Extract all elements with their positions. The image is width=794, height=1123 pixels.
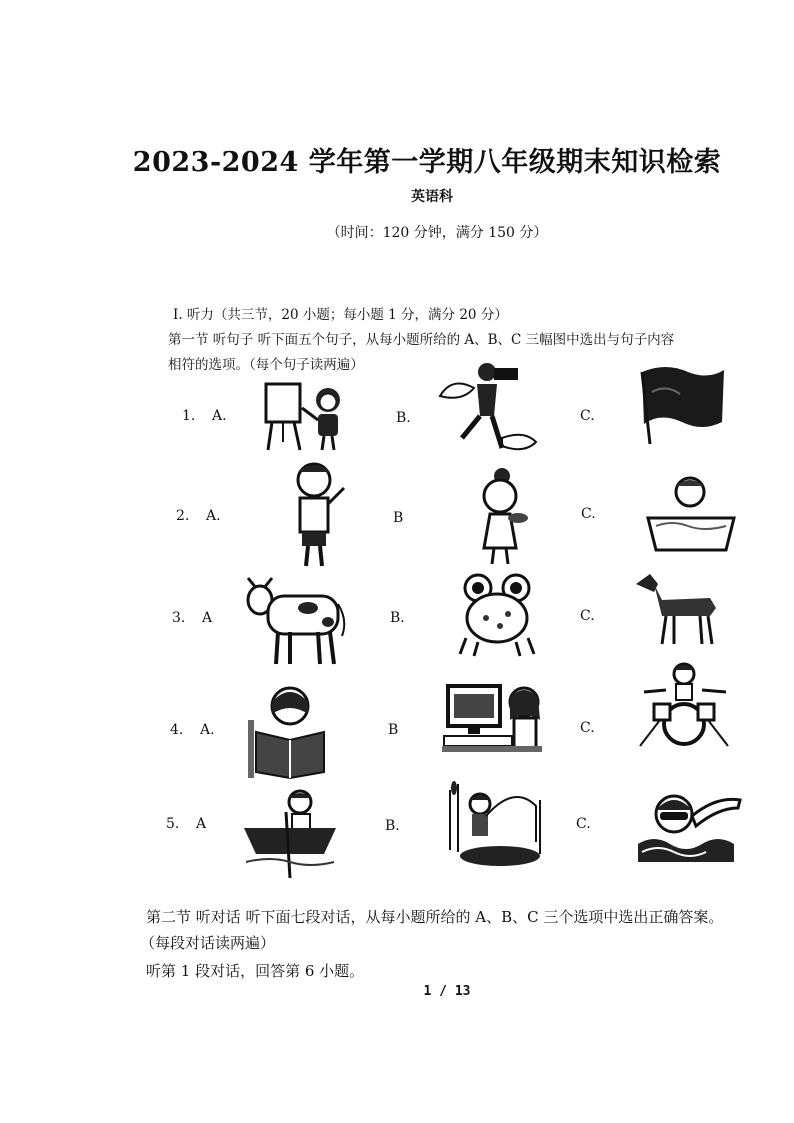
question-1-option-c: C.: [580, 408, 595, 424]
question-5-option-b: B.: [385, 818, 400, 834]
dark-flag-image: [636, 362, 728, 446]
section2-instruction-line2: （每段对话读两遍）: [140, 934, 276, 952]
subject-label: 英语科: [411, 189, 453, 205]
question-3-number: 3.: [172, 610, 186, 626]
question-5-option-a: A: [196, 816, 207, 832]
section1-instruction-line2: 相符的选项。（每个句子读两遍）: [168, 357, 364, 373]
question-2-option-a: A.: [206, 508, 221, 524]
question-4-option-c: C.: [580, 720, 595, 736]
question-2-option-b: B: [393, 510, 404, 526]
girl-painting-easel-image: [262, 378, 354, 452]
question-5-number: 5.: [166, 816, 180, 832]
girl-eating-image: [466, 466, 538, 566]
question-1-option-b: B.: [396, 410, 411, 426]
question-4-number: 4.: [170, 722, 184, 738]
question-4-option-a: A.: [200, 722, 215, 738]
question-3-option-c: C.: [580, 608, 595, 624]
time-info: （时间：120 分钟，满分 150 分）: [326, 225, 548, 241]
girl-at-computer-image: [440, 680, 548, 764]
section1-instruction-line1: 第一节 听句子 听下面五个句子，从每小题所给的 A、B、C 三幅图中选出与句子内容: [168, 332, 675, 348]
girl-reading-book-image: [246, 680, 334, 780]
part1-heading: I. 听力（共三节，20 小题；每小题 1 分，满分 20 分）: [173, 307, 508, 323]
boy-swimming-image: [634, 782, 746, 866]
dialog-1-instruction: 听第 1 段对话，回答第 6 小题。: [146, 962, 365, 980]
question-2-option-c: C.: [581, 506, 596, 522]
exam-title: 2023-2024 学年第一学期八年级期末知识检索: [132, 147, 722, 178]
question-2-number: 2.: [176, 508, 190, 524]
cow-image: [244, 570, 350, 668]
section2-instruction-line1: 第二节 听对话 听下面七段对话，从每小题所给的 A、B、C 三个选项中选出正确答案。: [146, 908, 724, 926]
page-number: 1 / 13: [423, 984, 471, 999]
horse-image: [632, 570, 722, 646]
question-3-option-b: B.: [390, 610, 405, 626]
girl-playing-drums-image: [636, 660, 732, 748]
child-in-bathtub-image: [642, 470, 740, 556]
question-5-option-c: C.: [576, 816, 591, 832]
frog-image: [456, 572, 538, 658]
question-3-option-a: A: [202, 610, 213, 626]
boy-rowing-boat-image: [240, 788, 340, 880]
boy-fishing-image: [440, 780, 552, 870]
question-1-number: 1.: [182, 408, 196, 424]
man-filming-camera-image: [432, 358, 542, 456]
question-1-option-a: A.: [212, 408, 227, 424]
question-4-option-b: B: [388, 722, 399, 738]
boy-brushing-teeth-image: [278, 458, 354, 570]
